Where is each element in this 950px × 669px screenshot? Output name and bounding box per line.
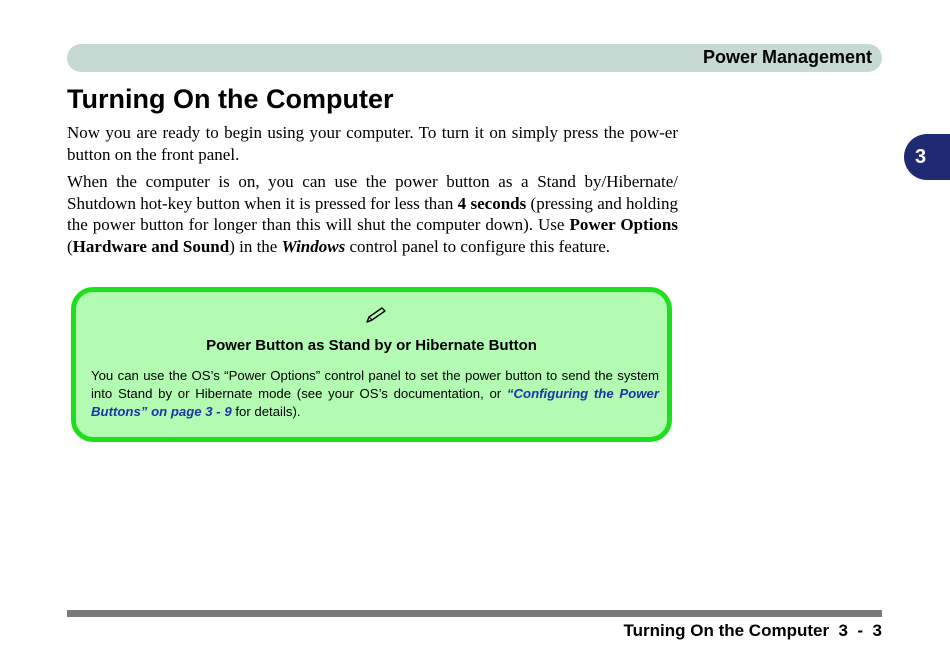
page-title: Turning On the Computer (67, 84, 394, 114)
intro-paragraph: Now you are ready to begin using your computer. To turn it on simply press the pow-er button on the front panel. (67, 123, 678, 164)
power-options-emphasis: Power Options (569, 215, 678, 235)
windows-emphasis: Windows (281, 236, 346, 256)
note-title: Power Button as Stand by or Hibernate Button (206, 337, 537, 354)
page-footer: Turning On the Computer 3 - 3 (623, 621, 882, 640)
power-button-paragraph: When the computer is on, you can use the power button as a Stand by/Hibernate/ Shutdown hot-key button when it is pressed for less than 4 seconds (pressing and holding the power button for longer than this will shut the computer down). Use Power Options (Hardware and Sound) in the Windows control panel to configure this feature. (67, 172, 678, 256)
hardware-sound-emphasis: Hardware and Sound (72, 236, 230, 256)
duration-emphasis: 4 seconds (457, 193, 527, 213)
chapter-tab: 3 (904, 134, 950, 180)
pencil-icon (364, 306, 388, 324)
note-text: You can use the OS’s “Power Options” control panel to set the power button to send the system into Stand by or Hibernate mode (see your OS’s documentation, or “Configuring the Power Buttons” on page 3 - 9 for details). (91, 368, 659, 419)
section-title: Power Management (702, 47, 872, 67)
header-bar (67, 44, 882, 72)
configuring-power-buttons-link[interactable]: “Configuring the Power Buttons” on page 3 - 9 (91, 386, 659, 419)
footer-rule (67, 610, 882, 617)
note-box (71, 287, 672, 442)
